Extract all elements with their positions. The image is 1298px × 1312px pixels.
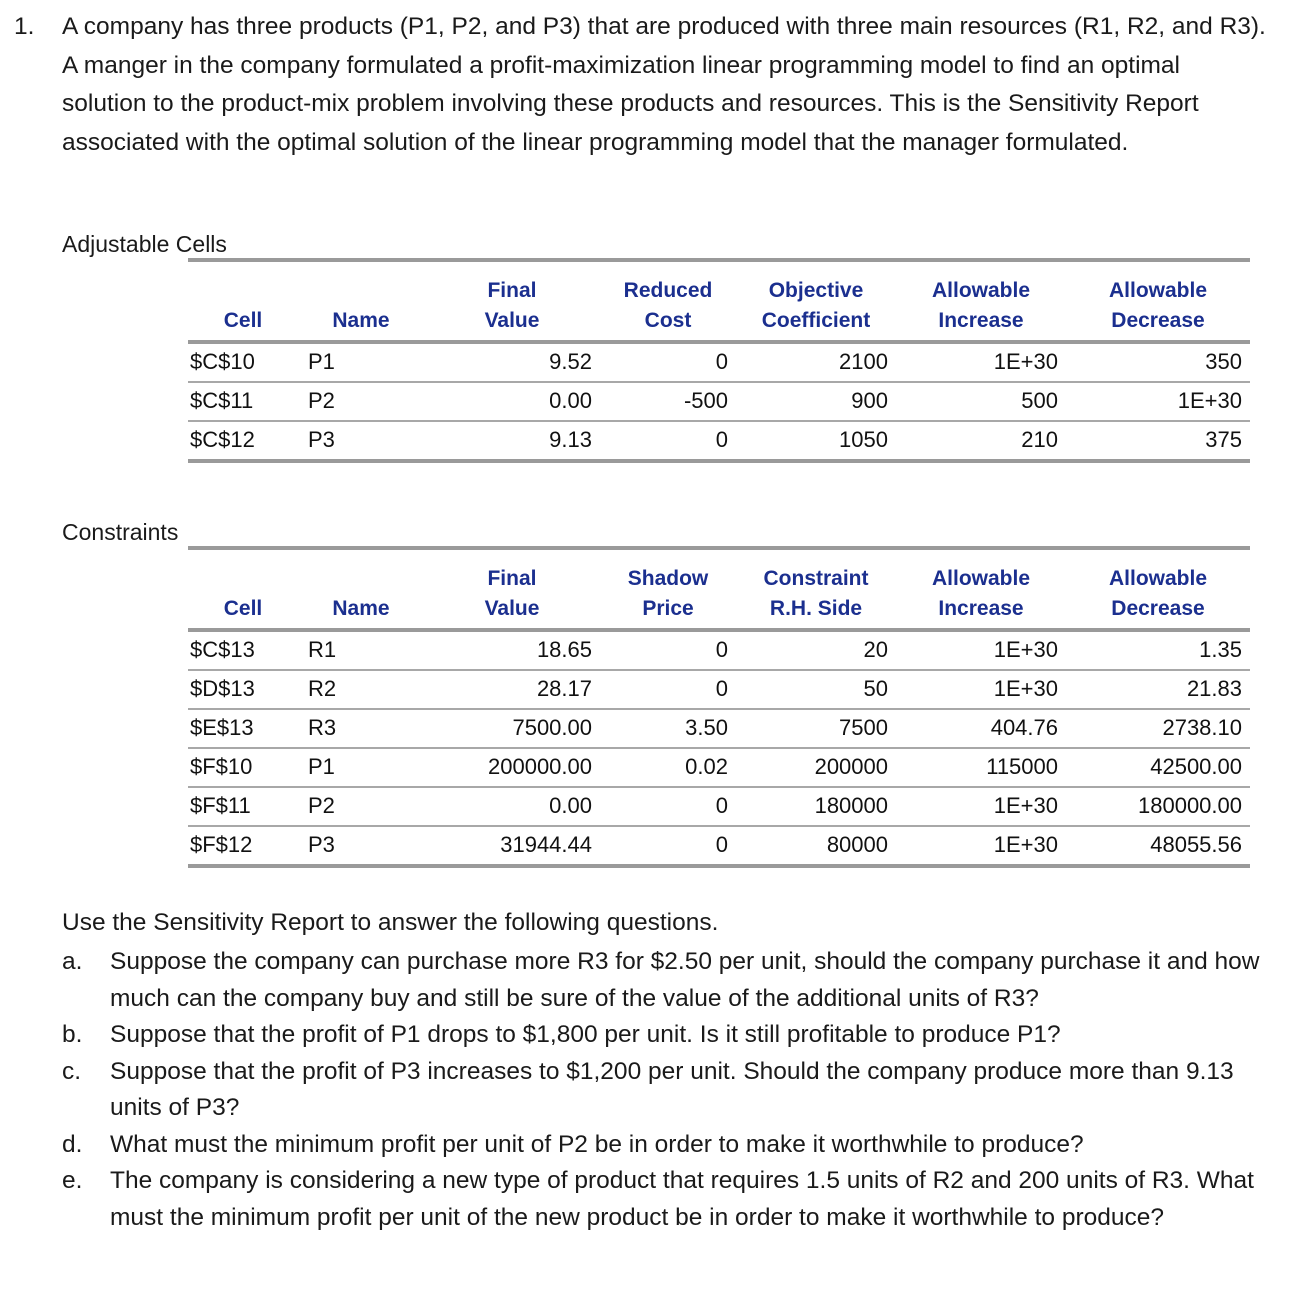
- col-header-name: [298, 270, 424, 342]
- row-rhs: 50: [736, 670, 896, 709]
- col-header-allowable-decrease: [1066, 558, 1250, 630]
- col-header-shadow-price: [600, 558, 736, 630]
- row-name: P1: [298, 342, 424, 382]
- table-top-rule: [188, 260, 1250, 270]
- row-allowable-increase: 500: [896, 382, 1066, 421]
- row-allowable-decrease: 2738.10: [1066, 709, 1250, 748]
- row-shadow-price: 0: [600, 630, 736, 670]
- col-header-cell: [188, 270, 298, 342]
- row-name: P2: [298, 382, 424, 421]
- row-allowable-increase: 1E+30: [896, 342, 1066, 382]
- table-row: [188, 421, 1250, 461]
- list-item: [62, 1127, 1284, 1164]
- col-header-allowable-increase-bottom: Increase: [938, 309, 1024, 332]
- table-row: [188, 748, 1250, 787]
- row-final-value: 18.65: [424, 630, 600, 670]
- row-name: R3: [298, 709, 424, 748]
- col-header-final-bottom: Value: [484, 309, 540, 332]
- row-name: R2: [298, 670, 424, 709]
- constraints-table-head: [188, 548, 1250, 630]
- constraints-label: Constraints: [62, 519, 179, 545]
- col-header-final-top: Final: [487, 567, 537, 590]
- sub-question-letter: d.: [62, 1130, 83, 1158]
- col-header-reduced-bottom: Cost: [644, 309, 692, 332]
- col-header-allowable-increase-top: Allowable: [931, 567, 1031, 590]
- table-row: [188, 342, 1250, 382]
- col-header-rhs: [736, 558, 896, 630]
- row-allowable-increase: 210: [896, 421, 1066, 461]
- question-body: A company has three products (P1, P2, and P3) that are produced with three main resources (R1, R2, and R3). A manger in the company formulated a profit-maximization linear programming model to find an optimal solution to the product-mix problem involving these products and resources. This is the Sensitivity Report associated with the optimal solution of the linear programming model that the manager formulated.: [62, 13, 1266, 156]
- sub-question-text: Suppose that the profit of P3 increases to $1,200 per unit. Should the company produce more than 9.13 units of P3?: [110, 1057, 1234, 1121]
- row-cell: $C$13: [188, 630, 298, 670]
- row-allowable-increase: 404.76: [896, 709, 1066, 748]
- row-final-value: 0.00: [424, 787, 600, 826]
- row-reduced-cost: 0: [600, 342, 736, 382]
- row-cell: $C$12: [188, 421, 298, 461]
- list-item: [62, 1017, 1284, 1054]
- col-header-shadow-bottom: Price: [642, 597, 694, 620]
- row-rhs: 200000: [736, 748, 896, 787]
- row-allowable-increase: 1E+30: [896, 826, 1066, 866]
- constraints-header-row: [188, 558, 1250, 630]
- col-header-allowable-decrease: [1066, 270, 1250, 342]
- row-rhs: 20: [736, 630, 896, 670]
- col-header-cell: [188, 558, 298, 630]
- col-header-allowable-decrease-top: Allowable: [1108, 279, 1208, 302]
- table-row: [188, 630, 1250, 670]
- col-header-cell-bottom: Cell: [223, 597, 263, 620]
- col-header-allowable-increase: [896, 558, 1066, 630]
- col-header-name-bottom: Name: [332, 309, 390, 332]
- row-cell: $C$10: [188, 342, 298, 382]
- row-allowable-decrease: 42500.00: [1066, 748, 1250, 787]
- col-header-allowable-increase: [896, 270, 1066, 342]
- row-cell: $C$11: [188, 382, 298, 421]
- col-header-final-bottom: Value: [484, 597, 540, 620]
- table-row: [188, 382, 1250, 421]
- row-cell: $D$13: [188, 670, 298, 709]
- row-cell: $E$13: [188, 709, 298, 748]
- col-header-allowable-decrease-bottom: Decrease: [1111, 309, 1205, 332]
- row-name: R1: [298, 630, 424, 670]
- row-name: P1: [298, 748, 424, 787]
- row-allowable-decrease: 350: [1066, 342, 1250, 382]
- table-row: [188, 826, 1250, 866]
- col-header-rhs-top: Constraint: [763, 567, 869, 590]
- row-rhs: 180000: [736, 787, 896, 826]
- row-allowable-decrease: 180000.00: [1066, 787, 1250, 826]
- adjustable-table-head: [188, 260, 1250, 342]
- row-final-value: 28.17: [424, 670, 600, 709]
- row-final-value: 9.13: [424, 421, 600, 461]
- col-header-objective-top: Objective: [768, 279, 864, 302]
- row-objective-coefficient: 1050: [736, 421, 896, 461]
- col-header-shadow-top: Shadow: [627, 567, 709, 590]
- list-item: [62, 1054, 1284, 1127]
- sub-question-text: Suppose that the profit of P1 drops to $1,800 per unit. Is it still profitable to produce P1?: [110, 1021, 1061, 1048]
- row-allowable-decrease: 375: [1066, 421, 1250, 461]
- col-header-final-value: [424, 270, 600, 342]
- table-top-rule: [188, 548, 1250, 558]
- row-allowable-decrease: 21.83: [1066, 670, 1250, 709]
- row-name: P2: [298, 787, 424, 826]
- row-allowable-increase: 1E+30: [896, 670, 1066, 709]
- row-final-value: 31944.44: [424, 826, 600, 866]
- sub-questions-list: [62, 944, 1284, 1236]
- row-allowable-decrease: 48055.56: [1066, 826, 1250, 866]
- col-header-allowable-decrease-bottom: Decrease: [1111, 597, 1205, 620]
- question-1: [14, 8, 1284, 162]
- col-header-final-top: Final: [487, 279, 537, 302]
- col-header-allowable-increase-bottom: Increase: [938, 597, 1024, 620]
- col-header-reduced-top: Reduced: [623, 279, 713, 302]
- constraints-table: [188, 546, 1250, 868]
- row-allowable-increase: 1E+30: [896, 630, 1066, 670]
- row-reduced-cost: 0: [600, 421, 736, 461]
- row-rhs: 7500: [736, 709, 896, 748]
- col-header-reduced-cost: [600, 270, 736, 342]
- row-final-value: 200000.00: [424, 748, 600, 787]
- row-shadow-price: 3.50: [600, 709, 736, 748]
- row-allowable-increase: 1E+30: [896, 787, 1066, 826]
- adjustable-cells-table: [188, 258, 1250, 463]
- adjustable-cells-label: Adjustable Cells: [62, 231, 227, 257]
- sub-question-letter: e.: [62, 1167, 83, 1194]
- row-objective-coefficient: 900: [736, 382, 896, 421]
- constraints-table-body: [188, 630, 1250, 866]
- row-final-value: 0.00: [424, 382, 600, 421]
- adjustable-header-row: [188, 270, 1250, 342]
- row-shadow-price: 0.02: [600, 748, 736, 787]
- sub-question-letter: c.: [62, 1057, 82, 1085]
- row-rhs: 80000: [736, 826, 896, 866]
- col-header-name-bottom: Name: [332, 597, 390, 620]
- row-cell: $F$11: [188, 787, 298, 826]
- sub-question-text: Suppose the company can purchase more R3 for $2.50 per unit, should the company purchase it and how much can the company buy and still be sure of the value of the additional units of R3?: [110, 948, 1260, 1012]
- row-shadow-price: 0: [600, 670, 736, 709]
- instruction-line: Use the Sensitivity Report to answer the following questions.: [62, 909, 719, 936]
- row-cell: $F$10: [188, 748, 298, 787]
- col-header-objective-bottom: Coefficient: [761, 309, 871, 332]
- row-allowable-increase: 115000: [896, 748, 1066, 787]
- col-header-allowable-decrease-top: Allowable: [1108, 567, 1208, 590]
- row-allowable-decrease: 1.35: [1066, 630, 1250, 670]
- row-name: P3: [298, 421, 424, 461]
- table-row: [188, 670, 1250, 709]
- list-item: [62, 1163, 1284, 1236]
- table-row: [188, 787, 1250, 826]
- question-number: 1.: [14, 13, 35, 40]
- sub-question-text: The company is considering a new type of product that requires 1.5 units of R2 and 200 units of R3. What must the minimum profit per unit of the new product be in order to make it worthwhile to produce?: [110, 1167, 1254, 1231]
- col-header-final-value: [424, 558, 600, 630]
- col-header-allowable-increase-top: Allowable: [931, 279, 1031, 302]
- row-allowable-decrease: 1E+30: [1066, 382, 1250, 421]
- col-header-objective-coefficient: [736, 270, 896, 342]
- col-header-rhs-bottom: R.H. Side: [769, 597, 863, 620]
- sub-question-text: What must the minimum profit per unit of P2 be in order to make it worthwhile to produce?: [110, 1130, 1084, 1158]
- row-name: P3: [298, 826, 424, 866]
- row-final-value: 9.52: [424, 342, 600, 382]
- sub-question-letter: a.: [62, 948, 83, 975]
- row-cell: $F$12: [188, 826, 298, 866]
- row-shadow-price: 0: [600, 787, 736, 826]
- list-item: [62, 944, 1284, 1017]
- row-shadow-price: 0: [600, 826, 736, 866]
- col-header-cell-bottom: Cell: [223, 309, 263, 332]
- sub-question-letter: b.: [62, 1021, 83, 1048]
- row-reduced-cost: -500: [600, 382, 736, 421]
- col-header-name: [298, 558, 424, 630]
- row-final-value: 7500.00: [424, 709, 600, 748]
- row-objective-coefficient: 2100: [736, 342, 896, 382]
- adjustable-table-body: [188, 342, 1250, 461]
- table-row: [188, 709, 1250, 748]
